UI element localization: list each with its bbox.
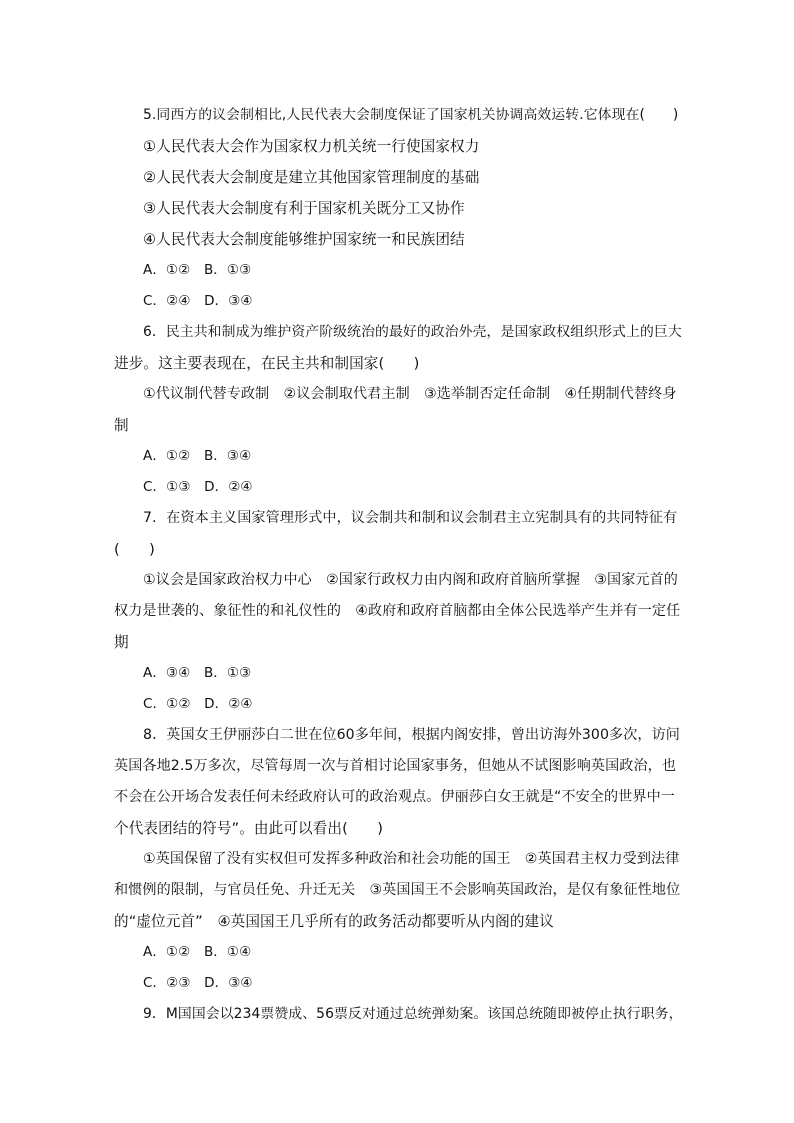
question-8 xyxy=(114,720,684,999)
question-stem: 进步。这主要表现在，在民主共和制国家( ) xyxy=(114,355,420,372)
question-stem: 6．民主共和制成为维护资产阶级统治的最好的政治外壳，是国家政权组织形式上的巨大 xyxy=(143,324,682,340)
option-line: ①英国保留了没有实权但可发挥多种政治和社会功能的国王 ②英国君主权力受到法律 xyxy=(143,851,680,867)
question-9 xyxy=(114,999,684,1030)
question-6 xyxy=(114,317,684,503)
question-stem: 个代表团结的符号”。由此可以看出( ) xyxy=(114,820,384,837)
question-stem: ( ) xyxy=(114,541,155,558)
question-stem: 英国各地2.5万多次，尽管每周一次与首相讨论国家事务，但她从不试图影响英国政治，也 xyxy=(114,758,677,774)
answer-choices: A．①② B．①③ xyxy=(143,262,252,278)
option-line: 制 xyxy=(114,417,129,434)
answer-choices: C．②③ D．③④ xyxy=(143,975,253,991)
option-line: ①议会是国家政治权力中心 ②国家行政权力由内阁和政府首脑所掌握 ③国家元首的 xyxy=(143,572,678,588)
option-line: ④人民代表大会制度能够维护国家统一和民族团结 xyxy=(143,231,465,248)
question-list xyxy=(114,100,684,1030)
answer-choices: C．①② D．②④ xyxy=(143,696,253,712)
option-line: ③人民代表大会制度有利于国家机关既分工又协作 xyxy=(143,200,465,217)
option-line: 权力是世袭的、象征性的和礼仪性的 ④政府和政府首脑都由全体公民选举产生并有一定任 xyxy=(114,603,681,619)
option-line: ②人民代表大会制度是建立其他国家管理制度的基础 xyxy=(143,169,480,186)
option-line: 期 xyxy=(114,634,129,651)
option-line: 的“虚位元首” ④英国国王几乎所有的政务活动都要听从内阁的建议 xyxy=(114,913,554,930)
question-stem: 8．英国女王伊丽莎白二世在位60多年间，根据内阁安排，曾出访海外300多次，访问 xyxy=(143,727,680,743)
answer-choices: A．①② B．③④ xyxy=(143,448,252,464)
option-line: ①代议制代替专政制 ②议会制取代君主制 ③选举制否定任命制 ④任期制代替终身 xyxy=(143,386,677,402)
option-line: ①人民代表大会作为国家权力机关统一行使国家权力 xyxy=(143,138,480,155)
question-stem: 7．在资本主义国家管理形式中，议会制共和制和议会制君主立宪制具有的共同特征有 xyxy=(143,510,678,526)
question-5 xyxy=(114,100,684,317)
question-7 xyxy=(114,503,684,720)
question-stem: 9．M国国会以234票赞成、56票反对通过总统弹劾案。该国总统随即被停止执行职务， xyxy=(143,1006,683,1022)
question-stem: 5.同西方的议会制相比,人民代表大会制度保证了国家机关协调高效运转.它体现在( ) xyxy=(143,107,679,123)
question-stem: 不会在公开场合发表任何未经政府认可的政治观点。伊丽莎白女王就是“不安全的世界中一 xyxy=(114,789,675,805)
answer-choices: C．②④ D．③④ xyxy=(143,293,253,309)
answer-choices: A．①② B．①④ xyxy=(143,944,252,960)
option-line: 和惯例的限制，与官员任免、升迁无关 ③英国国王不会影响英国政治，是仅有象征性地位 xyxy=(114,882,681,898)
answer-choices: A．③④ B．①③ xyxy=(143,665,252,681)
answer-choices: C．①③ D．②④ xyxy=(143,479,253,495)
